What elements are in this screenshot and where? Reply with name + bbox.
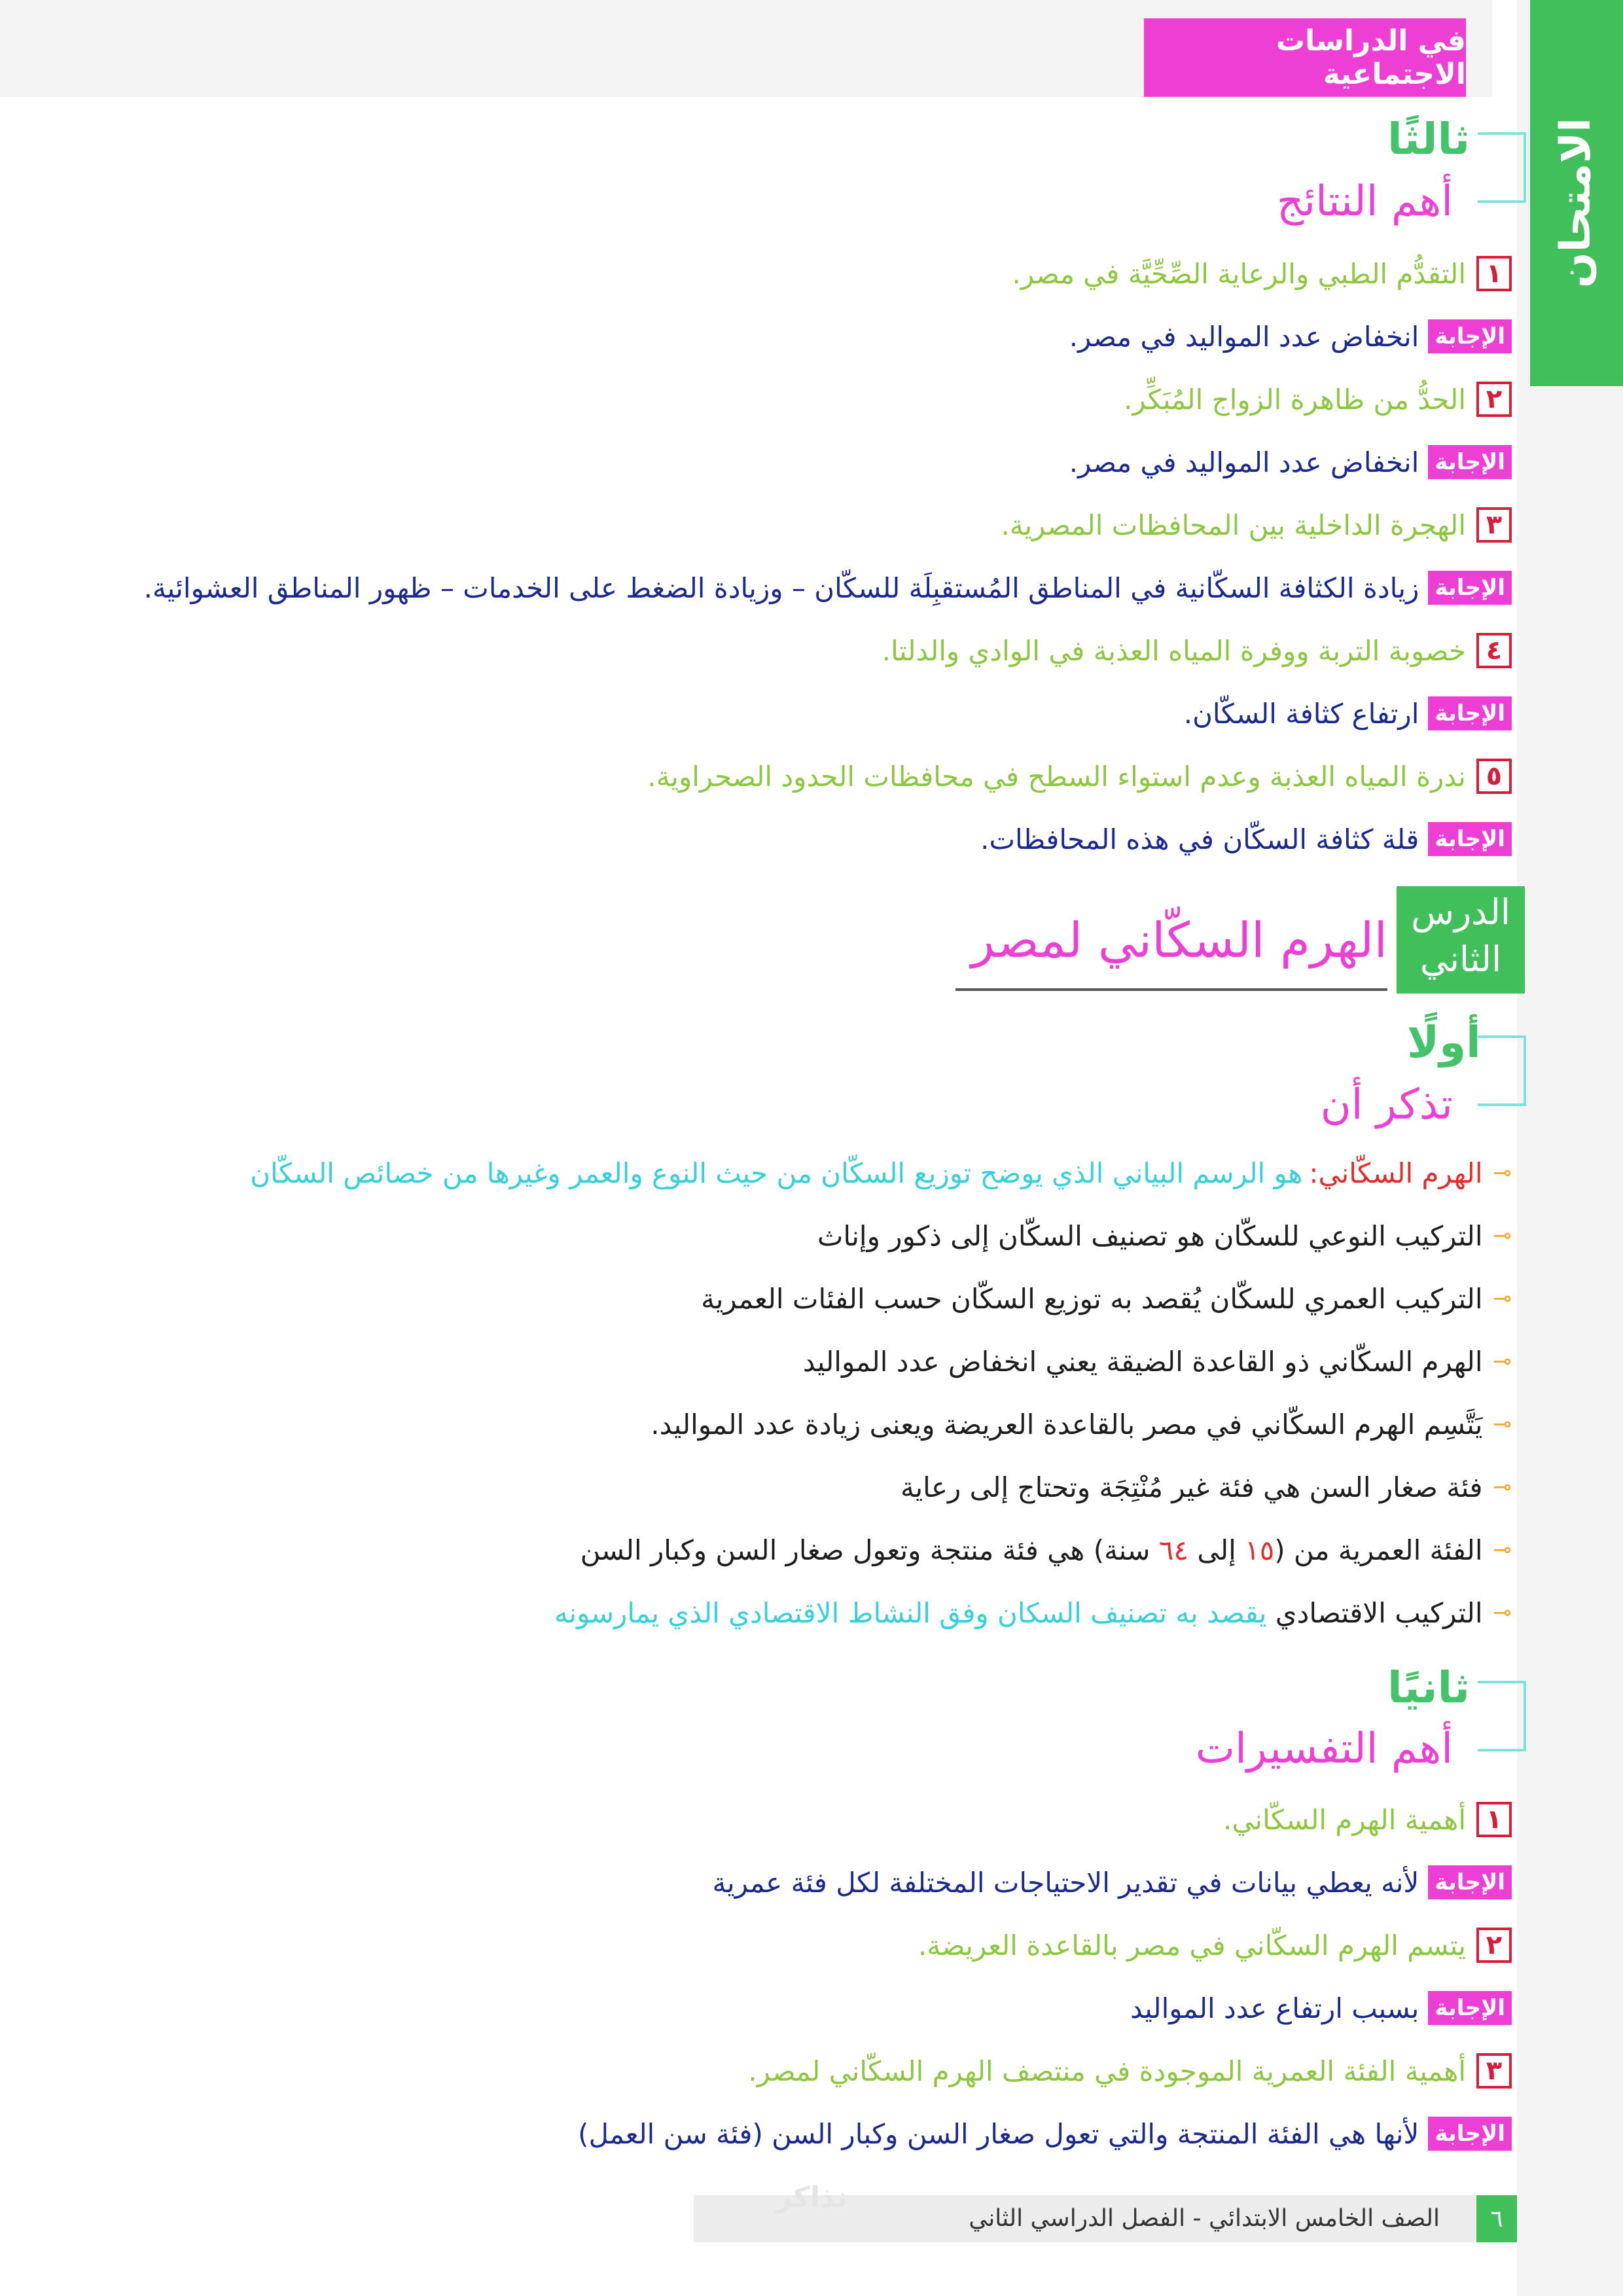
bullet-definition: هو الرسم البياني الذي يوضح توزيع السكّان من حيث النوع والعمر وغيرها من خصائص السكّان — [250, 1157, 1303, 1189]
answer-tag: الإجابة — [1428, 445, 1512, 479]
item-number: ٥ — [1476, 759, 1512, 794]
bullet-icon: ⊸ — [1493, 1600, 1512, 1626]
result-question: الحدُّ من ظاهرة الزواج المُبَكِّر. — [1124, 383, 1466, 416]
result-answer-3 — [144, 562, 1512, 614]
bullet-icon: ⊸ — [1493, 1285, 1512, 1312]
result-item-1 — [1012, 247, 1512, 300]
bullet-text: فئة صغار السن هي فئة غير مُنْتِجَة وتحتاج إلى رعاية — [900, 1471, 1483, 1503]
subject-tab: في الدراسات الاجتماعية — [1144, 18, 1466, 97]
result-question: ندرة المياه العذبة وعدم استواء السطح في محافظات الحدود الصحراوية. — [647, 760, 1466, 793]
page-number: ٦ — [1476, 2195, 1517, 2242]
explanation-item-1 — [1223, 1793, 1512, 1846]
explanation-answer-3 — [578, 2108, 1512, 2160]
result-answer-1 — [1069, 310, 1512, 363]
answer-tag: الإجابة — [1428, 1865, 1512, 1899]
explanation-answer: لأنه يعطي بيانات في تقدير الاحتياجات المختلفة لكل فئة عمرية — [712, 1866, 1419, 1899]
answer-tag: الإجابة — [1428, 571, 1512, 605]
answer-tag: الإجابة — [1428, 319, 1512, 353]
answer-tag: الإجابة — [1428, 822, 1512, 856]
section-title: أهم التفسيرات — [1195, 1725, 1453, 1773]
bullet-icon: ⊸ — [1493, 1537, 1512, 1563]
bullet-icon: ⊸ — [1493, 1411, 1512, 1437]
item-number: ١ — [1476, 256, 1512, 291]
age-end-number: ٦٤ — [1158, 1534, 1188, 1566]
bullet-text-part: إلى — [1188, 1534, 1245, 1566]
item-number: ٢ — [1476, 1928, 1512, 1963]
lesson-label — [1397, 886, 1525, 994]
explanation-question: يتسم الهرم السكّاني في مصر بالقاعدة العريضة. — [918, 1929, 1466, 1962]
bullet-text-part: سنة) هي فئة منتجة وتعول صغار السن وكبار السن — [580, 1534, 1159, 1566]
result-answer: زيادة الكثافة السكّانية في المناطق المُستقبِلَة للسكّان – وزيادة الضغط على الخدمات – ظهور المناطق العشوائية. — [143, 571, 1419, 604]
bullet-text: يَتَّسِم الهرم السكّاني في مصر بالقاعدة العريضة ويعنى زيادة عدد المواليد. — [651, 1408, 1483, 1441]
bullet-item — [817, 1210, 1512, 1262]
bullet-item — [901, 1461, 1512, 1513]
result-question: الهجرة الداخلية بين المحافظات المصرية. — [1001, 509, 1466, 541]
explanation-answer: لأنها هي الفئة المنتجة والتي تعول صغار السن وكبار السن (فئة سن العمل) — [578, 2117, 1419, 2150]
bullet-text-part: الفئة العمرية من ( — [1274, 1534, 1483, 1566]
section-bracket — [1478, 1035, 1526, 1106]
watermark-logo: نذاكر — [776, 2181, 847, 2214]
result-answer-5 — [980, 813, 1512, 865]
section-title: تذكر أن — [1320, 1081, 1453, 1129]
explanation-answer-1 — [713, 1856, 1512, 1909]
bullet-icon: ⊸ — [1493, 1474, 1512, 1500]
bullet-text: التركيب النوعي للسكّان هو تصنيف السكّان إلى ذكور وإناث — [817, 1219, 1483, 1252]
bullet-item — [554, 1587, 1512, 1639]
bullet-icon: ⊸ — [1493, 1160, 1512, 1186]
section-title: أهم النتائج — [1277, 177, 1453, 226]
answer-tag: الإجابة — [1428, 2117, 1512, 2151]
answer-tag: الإجابة — [1428, 696, 1512, 730]
bullet-text: الهرم السكّاني ذو القاعدة الضيقة يعني انخفاض عدد المواليد — [802, 1345, 1483, 1378]
section-number: أولًا — [1407, 1017, 1481, 1067]
section-bracket — [1478, 1681, 1526, 1751]
footer-text: الصف الخامس الابتدائي - الفصل الدراسي الثاني — [969, 2205, 1440, 2232]
bullet-icon: ⊸ — [1493, 1223, 1512, 1249]
result-answer-4 — [1184, 687, 1512, 740]
explanation-item-3 — [748, 2045, 1512, 2097]
item-number: ٤ — [1476, 633, 1512, 668]
result-item-4 — [882, 624, 1512, 677]
bullet-definition: يقصد به تصنيف السكان وفق النشاط الاقتصادي الذي يمارسونه — [554, 1596, 1275, 1629]
section-bracket — [1478, 132, 1526, 203]
result-question: التقدُّم الطبي والرعاية الصِّحِّيَّة في مصر. — [1012, 257, 1466, 290]
item-number: ٢ — [1476, 382, 1512, 417]
result-answer: قلة كثافة السكّان في هذه المحافظات. — [980, 823, 1419, 855]
bullet-item — [250, 1147, 1512, 1199]
item-number: ٣ — [1476, 507, 1512, 543]
bullet-item — [803, 1335, 1512, 1388]
result-item-5 — [647, 750, 1512, 802]
explanation-answer: بسبب ارتفاع عدد المواليد — [1130, 1992, 1419, 2024]
section-number: ثانيًا — [1387, 1662, 1471, 1713]
result-answer-2 — [1069, 436, 1512, 488]
result-item-3 — [1001, 499, 1512, 551]
answer-tag: الإجابة — [1428, 1991, 1512, 2025]
explanation-item-2 — [918, 1919, 1512, 1971]
lesson-title: الهرم السكّاني لمصر — [971, 912, 1387, 969]
result-question: خصوبة التربة ووفرة المياه العذبة في الوادي والدلتا. — [882, 634, 1466, 667]
bullet-icon: ⊸ — [1493, 1348, 1512, 1374]
item-number: ١ — [1476, 1802, 1512, 1837]
result-answer: انخفاض عدد المواليد في مصر. — [1069, 446, 1419, 478]
bullet-item — [701, 1272, 1512, 1325]
lesson-label-word: الدرس — [1411, 891, 1510, 933]
result-answer: انخفاض عدد المواليد في مصر. — [1069, 320, 1419, 353]
bullet-term: الهرم السكّاني: — [1309, 1157, 1483, 1189]
lesson-underline — [955, 988, 1387, 991]
explanation-question: أهمية الفئة العمرية الموجودة في منتصف الهرم السكّاني لمصر. — [748, 2054, 1466, 2087]
bullet-text: التركيب العمري للسكّان يُقصد به توزيع السكّان حسب الفئات العمرية — [701, 1282, 1483, 1315]
item-number: ٣ — [1476, 2053, 1512, 2089]
section-number: ثالثًا — [1387, 114, 1471, 164]
brand-logo: الامتحان — [1552, 117, 1600, 289]
explanation-answer-2 — [1130, 1982, 1512, 2034]
bullet-item — [580, 1524, 1512, 1576]
result-item-2 — [1124, 373, 1512, 425]
bullet-term: التركيب الاقتصادي — [1275, 1596, 1483, 1629]
bullet-item — [651, 1398, 1512, 1450]
result-answer: ارتفاع كثافة السكّان. — [1183, 697, 1419, 730]
age-start-number: ١٥ — [1245, 1534, 1275, 1566]
explanation-question: أهمية الهرم السكّاني. — [1223, 1803, 1466, 1836]
lesson-label-number: الثاني — [1419, 939, 1502, 980]
